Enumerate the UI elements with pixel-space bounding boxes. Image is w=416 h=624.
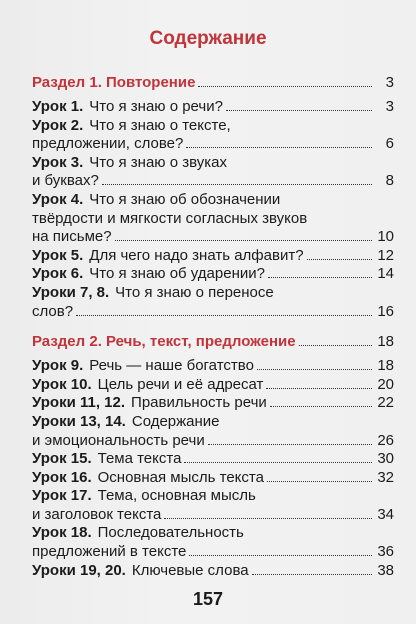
section-heading (32, 331, 394, 353)
entry-line (32, 172, 394, 191)
entry-line (32, 303, 394, 322)
entry-line (32, 543, 394, 562)
toc-entry (32, 450, 394, 469)
dot-leader (208, 444, 372, 445)
entry-page: 32 (377, 468, 394, 486)
entry-text: слов? (32, 302, 74, 320)
entry-page: 16 (377, 302, 394, 320)
dot-leader (164, 518, 372, 519)
dot-leader (76, 315, 372, 316)
entry-page: 6 (385, 135, 394, 153)
entry-text: Что я знаю об обозначении (89, 190, 281, 208)
section-title: Раздел 1. Повторение (32, 74, 196, 91)
page-number: 157 (192, 589, 224, 609)
entry-line (32, 394, 394, 413)
entry-line (32, 247, 394, 266)
entry-line (32, 135, 394, 154)
entry-text: Тема текста (97, 450, 182, 468)
entry-text: Ключевые слова (131, 561, 249, 579)
toc-entry (32, 413, 394, 450)
entry-text: Для чего надо знать алфавит? (89, 246, 304, 264)
entry-page: 12 (377, 246, 394, 264)
dot-leader (267, 481, 372, 482)
entry-line (32, 524, 394, 543)
toc-entry (32, 117, 394, 154)
dot-leader (252, 574, 372, 575)
toc-entry (32, 284, 394, 321)
entry-text: Что я знаю о речи? (89, 98, 223, 115)
toc-entry (32, 154, 394, 191)
entry-line (32, 191, 394, 210)
entry-line (32, 228, 394, 247)
lesson-label: Урок 4. (32, 190, 84, 208)
entry-page: 3 (385, 98, 394, 115)
entry-page: 26 (377, 431, 394, 449)
toc-entry (32, 469, 394, 488)
entry-text: Что я знаю о тексте, (89, 116, 231, 134)
entry-line (32, 98, 394, 117)
entry-text: предложении, слове? (32, 135, 184, 153)
lesson-label: Урок 17. (32, 487, 92, 505)
entry-text: и заголовок текста (32, 505, 162, 523)
lesson-label: Урок 2. (32, 116, 84, 134)
toc-entry (32, 562, 394, 581)
entry-line (32, 413, 394, 432)
lesson-label: Урок 5. (32, 246, 84, 264)
dot-leader (186, 147, 372, 148)
entry-text: Что я знаю о звуках (89, 153, 227, 171)
entry-page: 14 (377, 265, 394, 283)
toc-entry (32, 191, 394, 247)
dot-leader (266, 388, 372, 389)
entry-text: Содержание (131, 412, 220, 430)
lesson-label: Уроки 19, 20. (32, 561, 126, 579)
toc-entry (32, 265, 394, 284)
dot-leader (102, 184, 372, 185)
entry-text: на письме? (32, 228, 112, 246)
toc-entry (32, 487, 394, 524)
toc-entry (32, 357, 394, 376)
entry-line (32, 487, 394, 506)
toc-section (32, 331, 394, 580)
entry-text: Последовательность (97, 524, 244, 542)
dot-leader (257, 369, 372, 370)
entry-text: Правильность речи (131, 394, 267, 412)
toc-entry (32, 394, 394, 413)
entry-text: Что я знаю о переносе (115, 283, 274, 301)
lesson-label: Урок 3. (32, 153, 84, 171)
entry-line (32, 506, 394, 525)
dot-leader (268, 277, 372, 278)
entry-page: 34 (377, 505, 394, 523)
section-title: Раздел 2. Речь, текст, предложение (32, 333, 296, 351)
lesson-label: Урок 9. (32, 357, 84, 375)
entry-text: Тема, основная мысль (97, 487, 256, 505)
lesson-label: Урок 18. (32, 524, 92, 542)
entry-line (32, 450, 394, 469)
entry-page: 36 (377, 543, 394, 561)
entry-line (32, 376, 394, 395)
entry-line (32, 432, 394, 451)
dot-leader (307, 259, 372, 260)
entry-text: твёрдости и мягкости согласных звуков (32, 209, 308, 227)
entry-text: и буквах? (32, 172, 99, 190)
entry-text: Основная мысль текста (97, 468, 264, 486)
entry-page: 38 (377, 561, 394, 579)
lesson-label: Урок 15. (32, 450, 92, 468)
entry-line (32, 284, 394, 303)
lesson-label: Урок 1. (32, 98, 84, 115)
entry-line (32, 357, 394, 376)
table-of-contents (32, 72, 394, 590)
lesson-label: Урок 10. (32, 375, 92, 393)
toc-entry (32, 376, 394, 395)
section-heading (32, 72, 394, 94)
entry-line (32, 154, 394, 173)
entry-line (32, 265, 394, 284)
entry-page: 10 (377, 228, 394, 246)
section-page: 3 (385, 74, 394, 91)
dot-leader (226, 110, 372, 111)
dot-leader (184, 462, 372, 463)
toc-section (32, 72, 394, 321)
entry-text: Цель речи и её адресат (97, 375, 264, 393)
toc-entry (32, 524, 394, 561)
entry-page: 20 (377, 375, 394, 393)
dot-leader (299, 345, 372, 346)
entry-line (32, 117, 394, 136)
dot-leader (198, 86, 372, 87)
entry-line (32, 210, 394, 229)
lesson-label: Урок 16. (32, 468, 92, 486)
entry-page: 22 (377, 394, 394, 412)
entry-line (32, 469, 394, 488)
lesson-label: Уроки 13, 14. (32, 412, 126, 430)
toc-entry (32, 247, 394, 266)
lesson-label: Урок 6. (32, 265, 84, 283)
section-page: 18 (377, 333, 394, 351)
entry-page: 30 (377, 450, 394, 468)
dot-leader (115, 240, 372, 241)
page-title: Содержание (149, 28, 267, 49)
entry-page: 8 (385, 172, 394, 190)
entry-text: Речь — наше богатство (89, 357, 254, 375)
entry-text: предложений в тексте (32, 543, 187, 561)
entry-text: и эмоциональность речи (32, 431, 205, 449)
entry-line (32, 562, 394, 581)
dot-leader (270, 406, 372, 407)
dot-leader (189, 555, 372, 556)
entry-page: 18 (377, 357, 394, 375)
lesson-label: Уроки 11, 12. (32, 394, 126, 412)
lesson-label: Уроки 7, 8. (32, 283, 110, 301)
entry-text: Что я знаю об ударении? (89, 265, 265, 283)
toc-entry (32, 98, 394, 117)
